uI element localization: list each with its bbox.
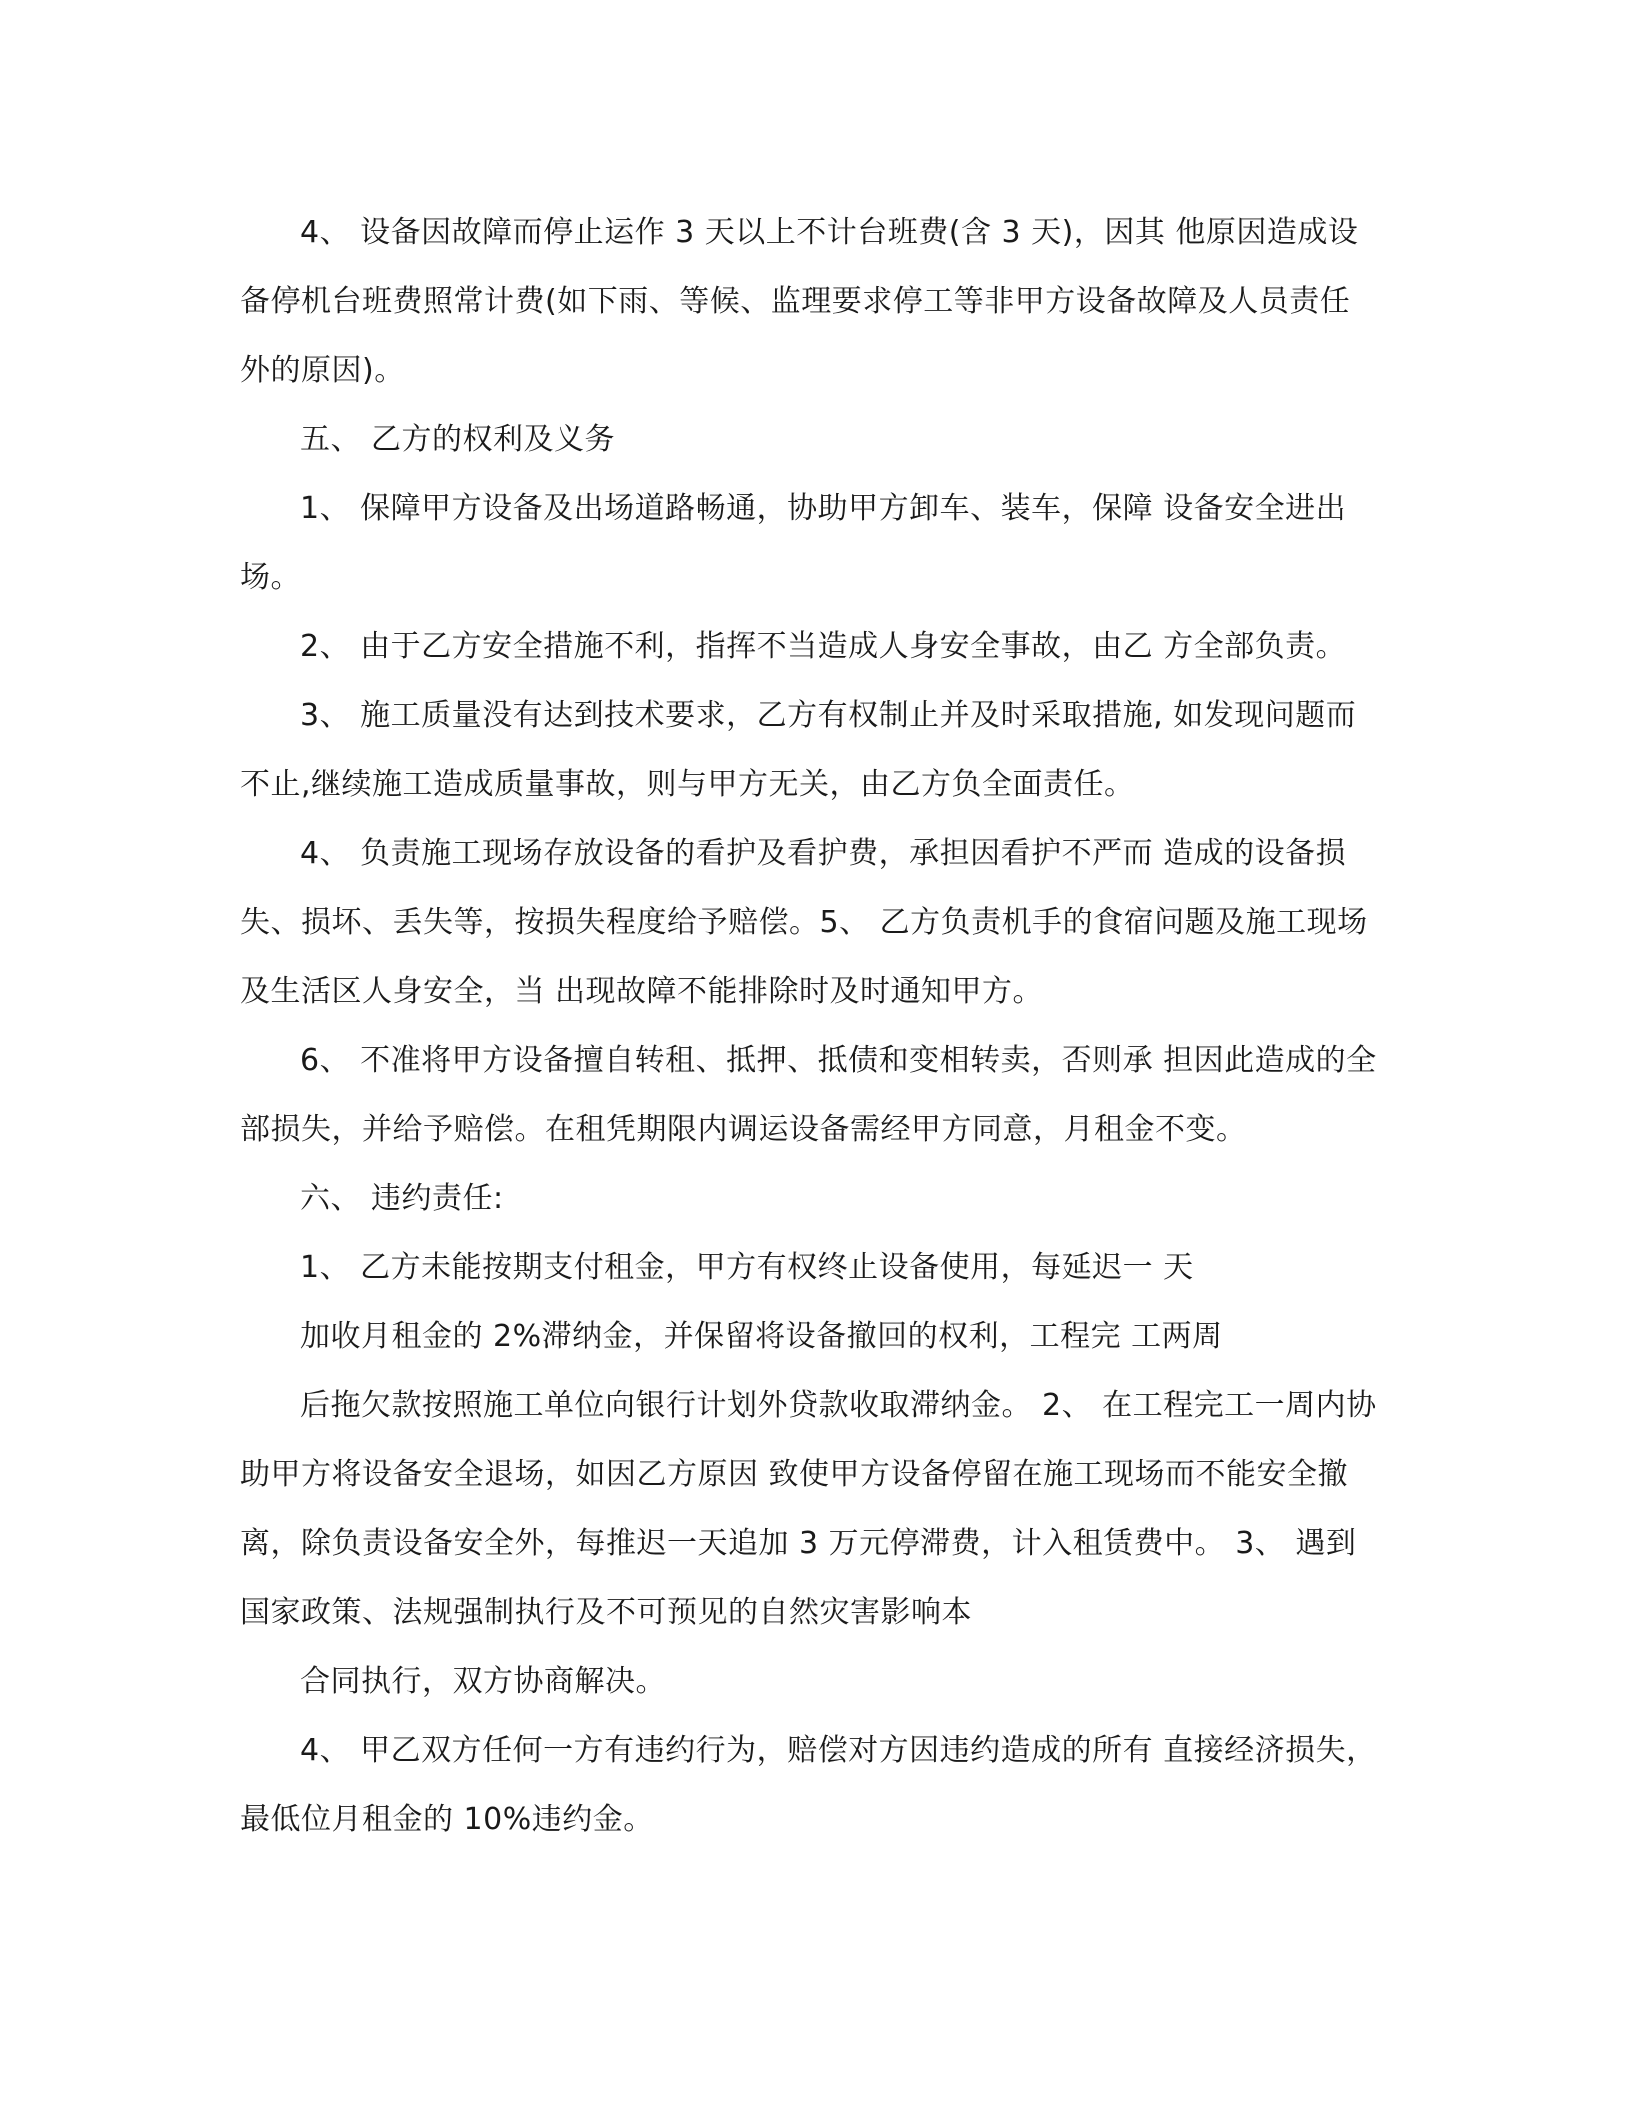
paragraph-equipment-failure: 4、 设备因故障而停止运作 3 天以上不计台班费(含 3 天)，因其 他原因造成设备停机台班费照常计费(如下雨、等候、监理要求停工等非甲方设备故障及人员责任外的原因)。 bbox=[240, 215, 1359, 388]
paragraph-b-6: 6、 不准将甲方设备擅自转租、抵押、抵债和变相转卖，否则承 担因此造成的全部损失，并给予赔偿。在租凭期限内调运设备需经甲方同意，月租金不变。 bbox=[240, 1043, 1377, 1147]
paragraph-b-4-5: 4、 负责施工现场存放设备的看护及看护费，承担因看护不严而 造成的设备损失、损坏、丢失等，按损失程度给予赔偿。5、 乙方负责机手的食宿问题及施工现场及生活区人身安全，当 出现故障不能排除时及时通知甲方。 bbox=[240, 836, 1368, 1009]
paragraph-breach-4: 4、 甲乙双方任何一方有违约行为，赔偿对方因违约造成的所有 直接经济损失，最低位月租金的 10%违约金。 bbox=[240, 1733, 1377, 1837]
section-heading-breach-liability: 六、 违约责任: bbox=[300, 1181, 504, 1216]
paragraph-breach-1-cont: 加收月租金的 2%滞纳金，并保留将设备撤回的权利，工程完 工两周 bbox=[300, 1319, 1223, 1354]
paragraph-breach-3-cont: 合同执行，双方协商解决。 bbox=[300, 1664, 666, 1699]
document-body bbox=[240, 198, 1378, 1854]
paragraph-b-1: 1、 保障甲方设备及出场道路畅通，协助甲方卸车、装车，保障 设备安全进出场。 bbox=[240, 491, 1347, 595]
paragraph-breach-1: 1、 乙方未能按期支付租金，甲方有权终止设备使用，每延迟一 天 bbox=[300, 1250, 1194, 1285]
paragraph-breach-2-3: 后拖欠款按照施工单位向银行计划外贷款收取滞纳金。 2、 在工程完工一周内协助甲方将设备安全退场，如因乙方原因 致使甲方设备停留在施工现场而不能安全撤离，除负责设备安全外，每推迟一天追加 3 万元停滞费，计入租赁费中。 3、 遇到国家政策、法规强制执行及不可预见的自然灾害影响本 bbox=[240, 1388, 1377, 1630]
paragraph-b-2: 2、 由于乙方安全措施不利，指挥不当造成人身安全事故，由乙 方全部负责。 bbox=[300, 629, 1347, 664]
section-heading-party-b-rights: 五、 乙方的权利及义务 bbox=[300, 422, 616, 457]
paragraph-b-3: 3、 施工质量没有达到技术要求，乙方有权制止并及时采取措施, 如发现问题而不止,继续施工造成质量事故，则与甲方无关，由乙方负全面责任。 bbox=[240, 698, 1357, 802]
